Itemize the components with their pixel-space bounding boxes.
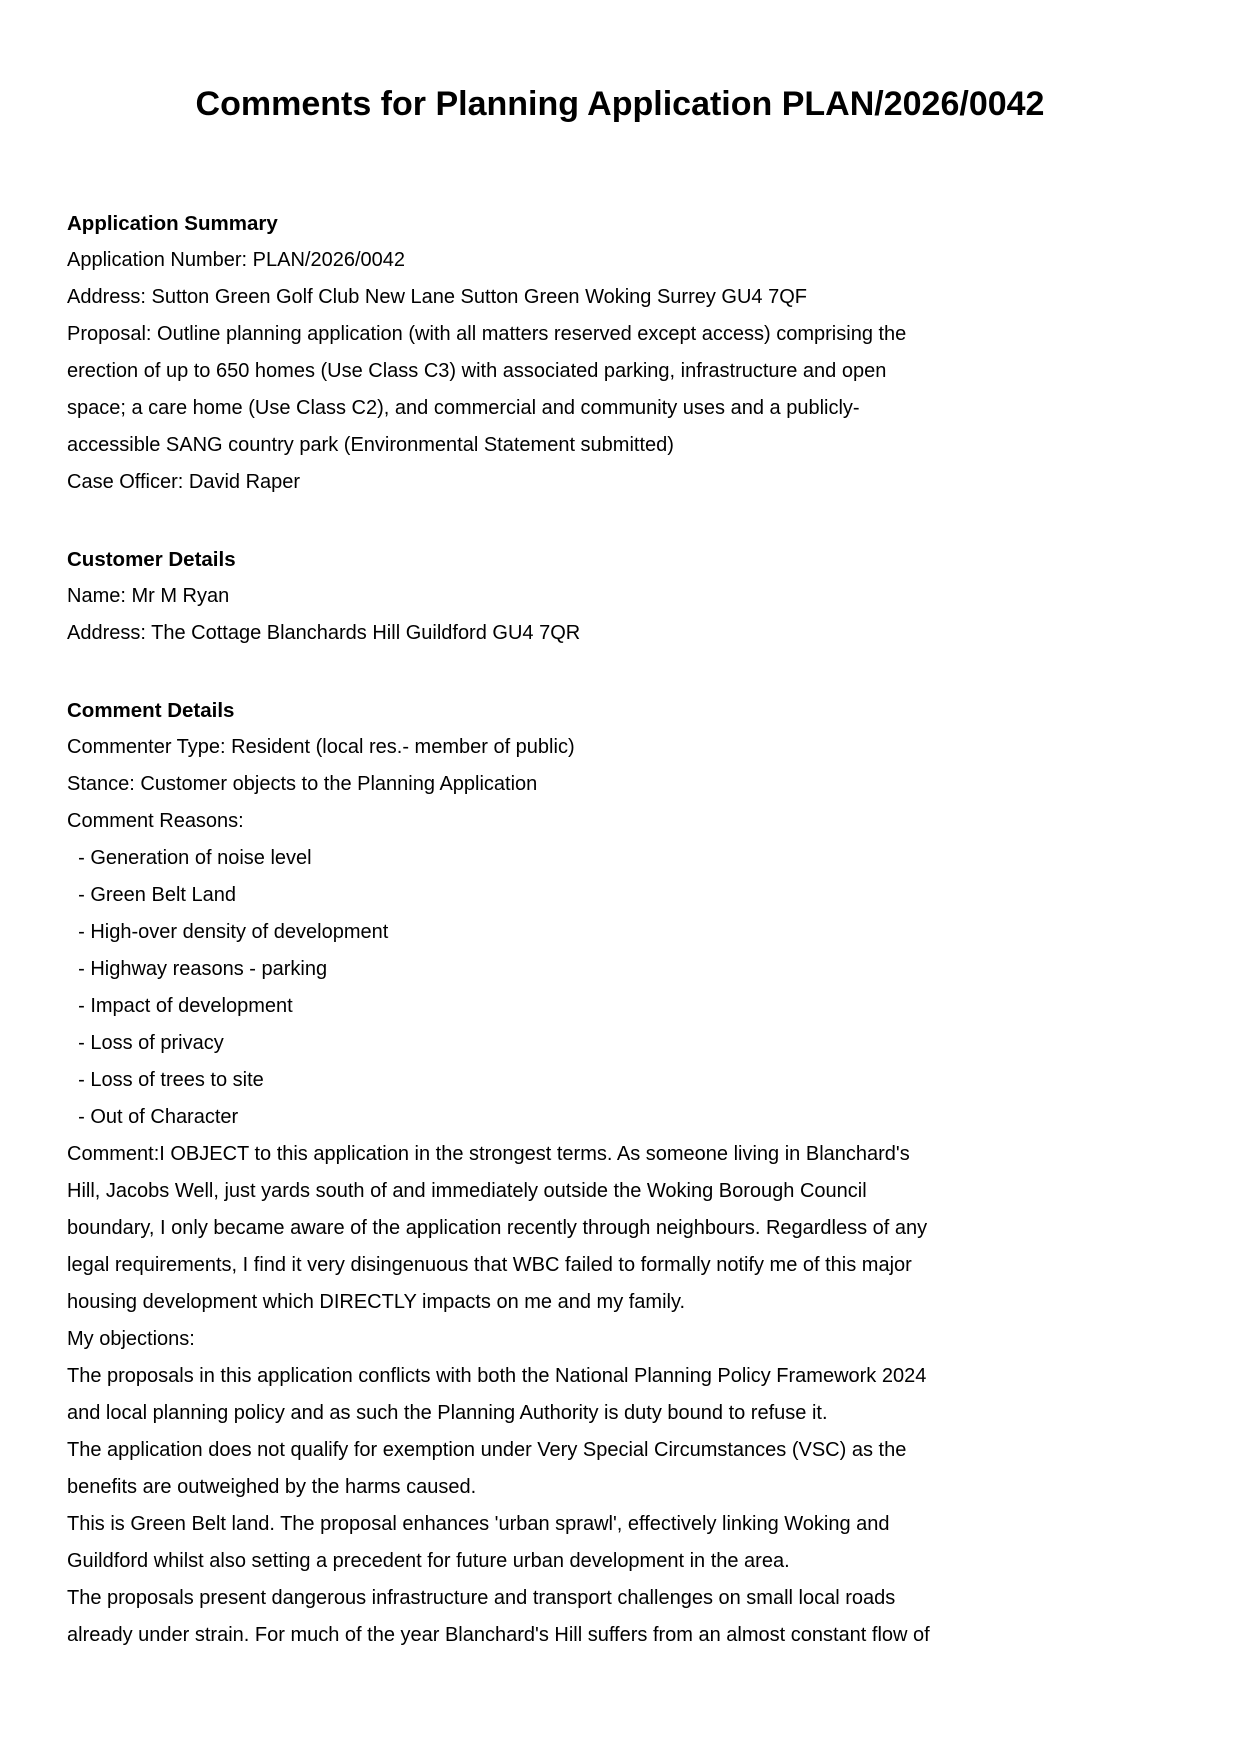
- section-application-summary: [67, 205, 1180, 501]
- text-line: The application does not qualify for exemption under Very Special Circumstances (VSC) as the: [67, 1439, 907, 1461]
- comment-text-lines: [67, 1136, 1180, 1654]
- text-line: My objections:: [67, 1328, 195, 1350]
- text-line: Name: Mr M Ryan: [67, 585, 230, 607]
- text-line: Guildford whilst also setting a precedent for future urban development in the area.: [67, 1550, 790, 1572]
- text-line: benefits are outweighed by the harms caused.: [67, 1476, 477, 1498]
- text-line: and local planning policy and as such the Planning Authority is duty bound to refuse it.: [67, 1402, 828, 1424]
- text-line: Comment:I OBJECT to this application in the strongest terms. As someone living in Blanchard's: [67, 1143, 910, 1165]
- comment-details-heading: Comment Details: [67, 699, 235, 722]
- customer-details-heading: Customer Details: [67, 548, 236, 571]
- comment-reason-item: - Out of Character: [67, 1106, 239, 1128]
- comment-reason-item: - Loss of privacy: [67, 1032, 224, 1054]
- comment-reason-item: - High-over density of development: [67, 921, 389, 943]
- comment-reason-item: - Impact of development: [67, 995, 293, 1017]
- document-body: [0, 205, 1240, 1654]
- text-line: The proposals in this application conflicts with both the National Planning Policy Framework 2024: [67, 1365, 927, 1387]
- application-summary-lines: [67, 242, 1180, 501]
- text-line: The proposals present dangerous infrastructure and transport challenges on small local roads: [67, 1587, 896, 1609]
- comment-reason-item: - Green Belt Land: [67, 884, 236, 906]
- text-line: Proposal: Outline planning application (with all matters reserved except access) comprising the: [67, 323, 907, 345]
- application-summary-heading: Application Summary: [67, 212, 278, 235]
- comment-reason-item: - Loss of trees to site: [67, 1069, 264, 1091]
- text-line: erection of up to 650 homes (Use Class C3) with associated parking, infrastructure and open: [67, 360, 887, 382]
- text-line: Comment Reasons:: [67, 810, 244, 832]
- text-line: space; a care home (Use Class C2), and commercial and community uses and a publicly-: [67, 397, 860, 419]
- text-line: accessible SANG country park (Environmental Statement submitted): [67, 434, 674, 456]
- text-line: already under strain. For much of the year Blanchard's Hill suffers from an almost constant flow of: [67, 1624, 930, 1646]
- page-title: Comments for Planning Application PLAN/2026/0042: [195, 85, 1045, 123]
- text-line: This is Green Belt land. The proposal enhances 'urban sprawl', effectively linking Woking and: [67, 1513, 890, 1535]
- text-line: Case Officer: David Raper: [67, 471, 301, 493]
- text-line: Hill, Jacobs Well, just yards south of and immediately outside the Woking Borough Council: [67, 1180, 867, 1202]
- comment-details-lines: [67, 729, 1180, 840]
- section-customer-details: [67, 541, 1180, 652]
- text-line: boundary, I only became aware of the application recently through neighbours. Regardless of any: [67, 1217, 928, 1239]
- comment-reason-item: - Generation of noise level: [67, 847, 312, 869]
- text-line: housing development which DIRECTLY impacts on me and my family.: [67, 1291, 686, 1313]
- text-line: Address: Sutton Green Golf Club New Lane Sutton Green Woking Surrey GU4 7QF: [67, 286, 807, 308]
- text-line: legal requirements, I find it very disingenuous that WBC failed to formally notify me of this major: [67, 1254, 912, 1276]
- customer-details-lines: [67, 578, 1180, 652]
- text-line: Application Number: PLAN/2026/0042: [67, 249, 405, 271]
- text-line: Commenter Type: Resident (local res.- member of public): [67, 736, 575, 758]
- text-line: Stance: Customer objects to the Planning Application: [67, 773, 538, 795]
- comment-reason-item: - Highway reasons - parking: [67, 958, 328, 980]
- text-line: Address: The Cottage Blanchards Hill Guildford GU4 7QR: [67, 622, 581, 644]
- comment-reasons-list: [67, 840, 1180, 1136]
- section-comment-details: [67, 692, 1180, 1654]
